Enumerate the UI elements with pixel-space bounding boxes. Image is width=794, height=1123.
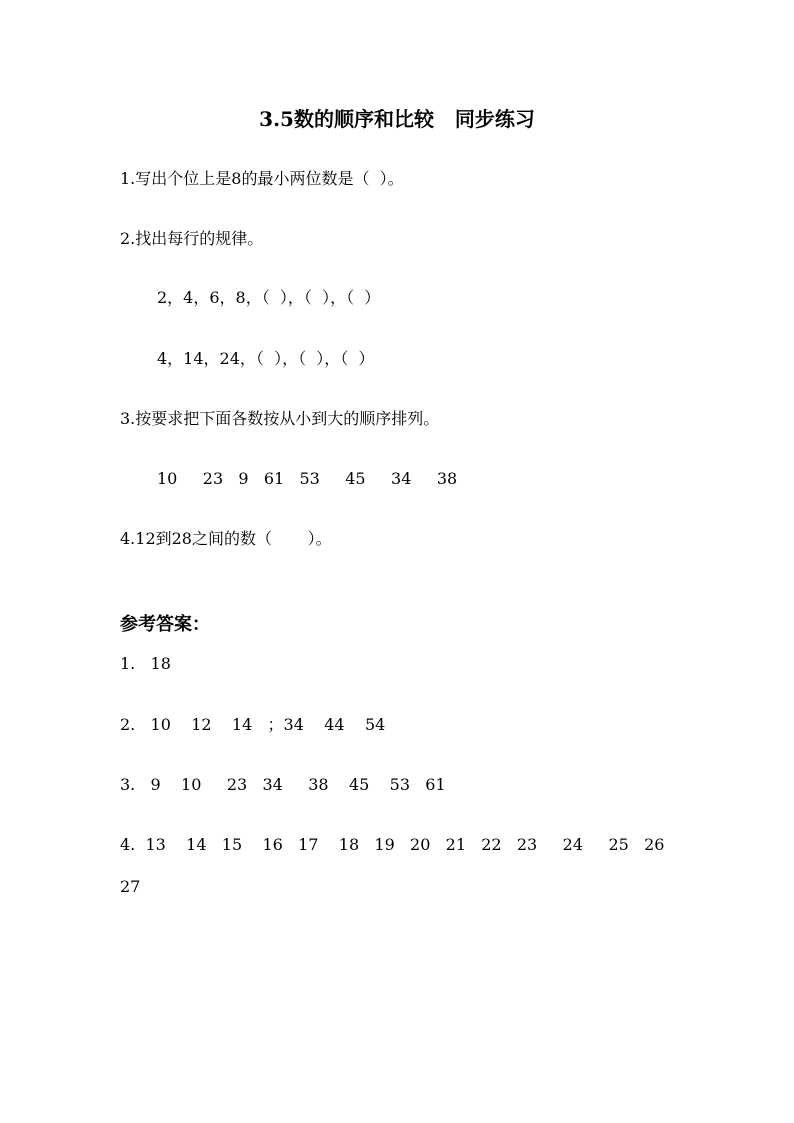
- question-4: 4.12到28之间的数（ ）。: [120, 529, 332, 548]
- question-3: 3.按要求把下面各数按从小到大的顺序排列。: [120, 409, 440, 428]
- answer-2: 2. 10 12 14 ；34 44 54: [120, 715, 386, 734]
- question-2: 2.找出每行的规律。: [120, 229, 264, 248]
- answers-heading: 参考答案：: [120, 614, 210, 635]
- question-2-row-1: 2，4，6，8，（ ），（ ），（ ）: [157, 288, 381, 307]
- answer-3: 3. 9 10 23 34 38 45 53 61: [120, 775, 446, 794]
- answer-4-line-2: 27: [120, 877, 141, 896]
- question-2-row-2: 4，14，24，（ ），（ ），（ ）: [157, 349, 375, 368]
- question-3-numbers: 10 23 9 61 53 45 34 38: [157, 469, 458, 488]
- answer-1: 1. 18: [120, 654, 171, 673]
- answer-4-line-1: 4. 13 14 15 16 17 18 19 20 21 22 23 24 25 26: [120, 835, 665, 854]
- question-1: 1.写出个位上是8的最小两位数是（ ）。: [120, 169, 404, 188]
- page-title: 3.5数的顺序和比较 同步练习: [259, 107, 535, 131]
